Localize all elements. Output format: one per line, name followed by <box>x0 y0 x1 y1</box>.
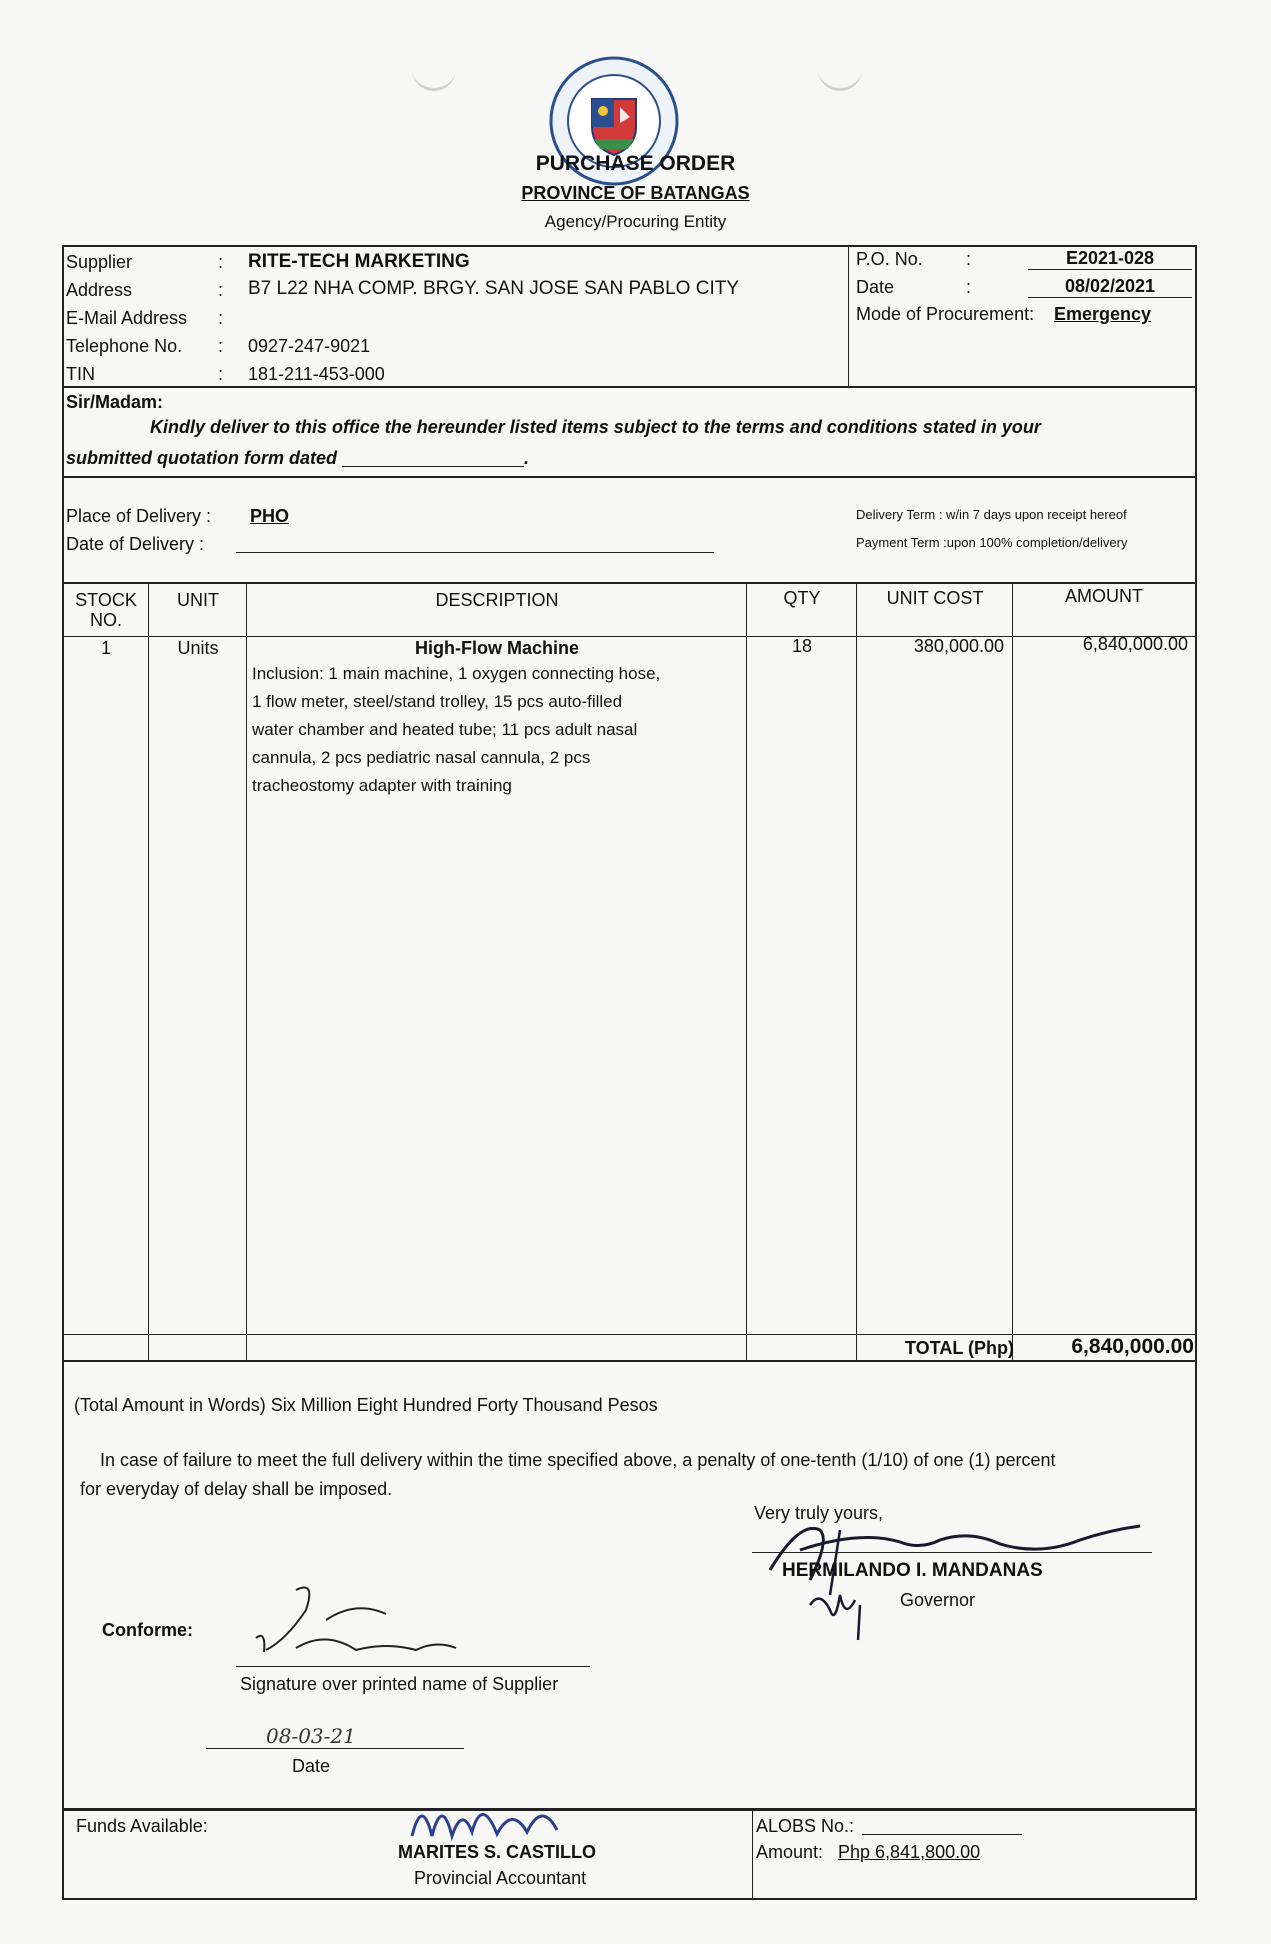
supplier-label: Supplier <box>66 252 133 272</box>
conforme-date-handwritten: 08-03-21 <box>266 1724 356 1748</box>
tin-label: TIN <box>66 364 95 384</box>
header-description: DESCRIPTION <box>435 590 559 610</box>
po-number-value: E2021-028 <box>1028 248 1192 270</box>
row-description: Inclusion: 1 main machine, 1 oxygen connecting hose, 1 flow meter, steel/stand trolley, 15 pcs auto-filled water chamber and heated tube; 11 pcs adult nasal cannula, 2 pcs pediatric nasal cannula, 2 pcs tracheostomy adapter with training <box>252 664 661 795</box>
governor-name: HERMILANDO I. MANDANAS <box>782 1560 1043 1581</box>
po-number-label: P.O. No. <box>856 249 923 269</box>
accountant-name: MARITES S. CASTILLO <box>398 1842 596 1862</box>
place-of-delivery-label: Place of Delivery : <box>66 506 212 526</box>
row-stock-no: 1 <box>100 638 111 658</box>
supplier-signature-line <box>236 1666 590 1667</box>
date-of-delivery-line <box>236 552 714 553</box>
funds-box <box>62 1810 1197 1900</box>
telephone-value: 0927-247-9021 <box>248 336 371 356</box>
po-date-value: 08/02/2021 <box>1028 276 1192 298</box>
po-date-label: Date <box>856 277 895 297</box>
row-unit: Units <box>177 638 219 658</box>
address-value: B7 L22 NHA COMP. BRGY. SAN JOSE SAN PABLO CITY <box>248 278 740 299</box>
alobs-amount-value: Php 6,841,800.00 <box>838 1842 981 1862</box>
supplier-name: RITE-TECH MARKETING <box>248 251 470 272</box>
header-unit-cost: UNIT COST <box>886 588 984 608</box>
punch-hole-left <box>412 66 456 91</box>
row-unit-cost: 380,000.00 <box>913 636 1004 656</box>
funds-available-label: Funds Available: <box>76 1816 208 1836</box>
conforme-label: Conforme: <box>102 1620 193 1640</box>
row-item-name: High-Flow Machine <box>415 638 579 658</box>
very-truly-yours: Very truly yours, <box>754 1503 884 1523</box>
supplier-signature-caption: Signature over printed name of Supplier <box>240 1674 559 1694</box>
header-qty: QTY <box>783 588 821 608</box>
conforme-date-caption: Date <box>292 1756 331 1776</box>
agency-name: PROVINCE OF BATANGAS <box>521 183 750 203</box>
amount-in-words: (Total Amount in Words) Six Million Eight Hundred Forty Thousand Pesos <box>74 1395 658 1415</box>
total-value: 6,840,000.00 <box>1071 1335 1194 1358</box>
document-title: PURCHASE ORDER <box>535 152 736 175</box>
instruction-line-2: submitted quotation form dated . <box>66 448 530 468</box>
alobs-line <box>862 1834 1022 1835</box>
address-label: Address <box>66 280 133 300</box>
header-unit: UNIT <box>177 590 219 610</box>
mode-of-procurement-label: Mode of Procurement: <box>856 304 1035 324</box>
place-of-delivery-value: PHO <box>250 506 290 526</box>
payment-term: Payment Term :upon 100% completion/delivery <box>856 535 1128 550</box>
delivery-term: Delivery Term : w/in 7 days upon receipt hereof <box>856 507 1127 522</box>
governor-initials <box>800 1585 880 1650</box>
alobs-amount-label: Amount: <box>756 1842 824 1862</box>
row-qty: 18 <box>791 636 813 656</box>
punch-hole-right <box>818 66 862 91</box>
header-stock-no: STOCK NO. <box>75 590 137 630</box>
agency-label: Agency/Procuring Entity <box>544 212 727 231</box>
delivery-box <box>62 476 1197 584</box>
accountant-title: Provincial Accountant <box>414 1868 587 1888</box>
governor-title: Governor <box>900 1590 976 1610</box>
total-label: TOTAL (Php) <box>905 1338 1014 1358</box>
supplier-signature <box>236 1580 536 1675</box>
telephone-label: Telephone No. <box>66 336 183 356</box>
mode-of-procurement-value: Emergency <box>1054 304 1152 324</box>
governor-signature-line <box>752 1552 1152 1553</box>
tin-value: 181-211-453-000 <box>248 364 385 384</box>
date-of-delivery-label: Date of Delivery : <box>66 534 205 554</box>
salutation: Sir/Madam: <box>66 392 164 412</box>
email-label: E-Mail Address <box>66 308 188 328</box>
penalty-clause-line-1: In case of failure to meet the full delivery within the time specified above, a penalty of one-tenth (1/10) of one (1) percent <box>100 1450 1056 1470</box>
penalty-clause-line-2: for everyday of delay shall be imposed. <box>80 1479 393 1499</box>
instruction-line-1: Kindly deliver to this office the hereunder listed items subject to the terms and conditions stated in your <box>150 417 1041 437</box>
conforme-date-line <box>206 1748 464 1749</box>
row-amount: 6,840,000.00 <box>1082 634 1188 654</box>
header-amount: AMOUNT <box>1065 586 1143 606</box>
alobs-label: ALOBS No.: <box>756 1816 855 1836</box>
